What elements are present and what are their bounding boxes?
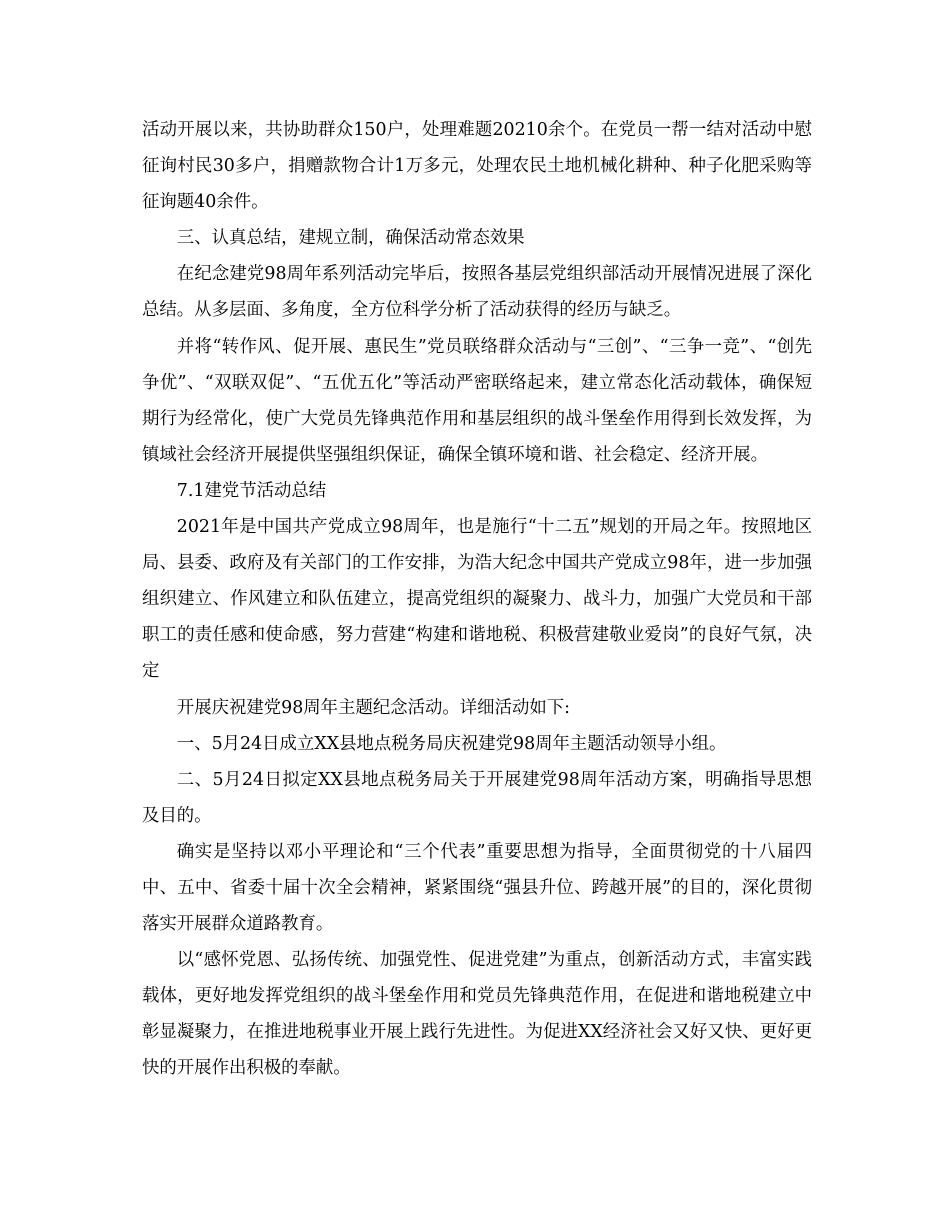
paragraph: 在纪念建党98周年系列活动完毕后，按照各基层党组织部活动开展情况进展了深化总结。从多层面、多角度，全方位科学分析了活动获得的经历与缺乏。 — [142, 264, 812, 321]
list-item: 一、5月24日成立XX县地点税务局庆祝建党98周年主题活动领导小组。 — [176, 733, 727, 754]
paragraph: 以“感怀党恩、弘扬传统、加强党性、促进党建”为重点，创新活动方式，丰富实践载体，更好地发挥党组织的战斗堡垒作用和党员先锋典范作用，在促进和谐地税建立中彰显凝聚力，在推进地税事业开展上践行先进性。为促进XX经济社会又好又快、更好更快的开展作出积极的奉献。 — [142, 950, 812, 1079]
paragraph: 确实是坚持以邓小平理论和“三个代表”重要思想为指导，全面贯彻党的十八届四中、五中、省委十届十次全会精神，紧紧围绕“强县升位、跨越开展”的目的，深化贯彻落实开展群众道路教育。 — [142, 841, 812, 935]
paragraph: 开展庆祝建党98周年主题纪念活动。详细活动如下: — [176, 697, 570, 718]
paragraph-continuation: 活动开展以来，共协助群众150户，处理难题20210余个。在党员一帮一结对活动中慰征询村民30多户，捐赠款物合计1万多元，处理农民土地机械化耕种、种子化肥采购等征询题40余件。 — [142, 120, 812, 213]
list-item: 二、5月24日拟定XX县地点税务局关于开展建党98周年活动方案，明确指导思想及目的。 — [142, 769, 812, 826]
article-title: 7.1建党节活动总结 — [176, 480, 327, 501]
paragraph: 并将“转作风、促开展、惠民生”党员联络群众活动与“三创”、“三争一竞”、“创先争优”、“双联双促”、“五优五化”等活动严密联络起来，建立常态化活动载体，确保短期行为经常化，使广大党员先锋典范作用和基层组织的战斗堡垒作用得到长效发挥，为镇域社会经济开展提供坚强组织保证，确保全镇环境和谐、社会稳定、经济开展。 — [142, 336, 812, 465]
document-body — [142, 112, 812, 1087]
paragraph: 2021年是中国共产党成立98周年，也是施行“十二五”规划的开局之年。按照地区局、县委、政府及有关部门的工作安排，为浩大纪念中国共产党成立98年，进一步加强组织建立、作风建立和队伍建立，提高党组织的凝聚力、战斗力，加强广大党员和干部职工的责任感和使命感，努力营建“构建和谐地税、积极营建敬业爱岗”的良好气氛，决定 — [142, 517, 812, 682]
section-heading-three: 三、认真总结，建规立制，确保活动常态效果 — [176, 228, 525, 249]
